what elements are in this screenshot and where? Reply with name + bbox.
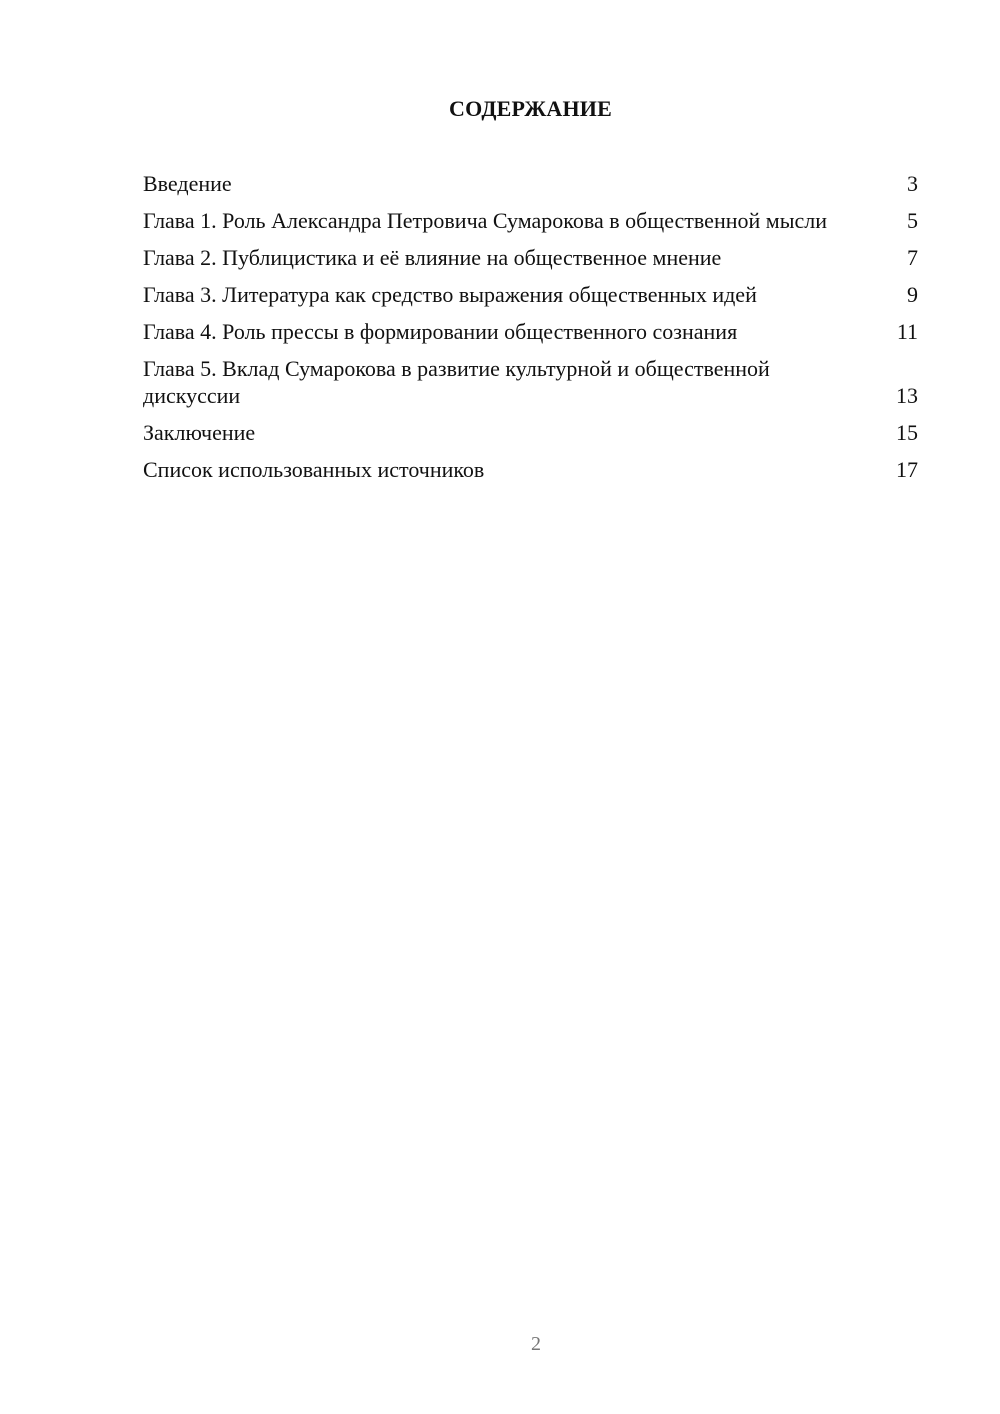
toc-entry-page: 11 (896, 319, 918, 344)
toc-entry-text: Глава 5. Вклад Сумарокова в развитие культурной и общественной дискуссии (143, 356, 770, 408)
page-number: 2 (531, 1333, 541, 1355)
toc-entry-chapter-3 (143, 281, 918, 308)
toc-entry-references (143, 456, 918, 483)
toc-entry-page: 5 (907, 208, 918, 233)
toc-entry-text: Глава 4. Роль прессы в формировании общественного сознания (143, 319, 738, 344)
toc-entry-chapter-1 (143, 207, 918, 234)
toc-entry-chapter-5 (143, 355, 918, 409)
toc-entry-page: 15 (896, 420, 918, 445)
toc-title: СОДЕРЖАНИЕ (449, 96, 612, 121)
toc-entry-text: Заключение (143, 420, 256, 445)
toc-entry-page: 17 (896, 457, 918, 482)
table-of-contents (143, 170, 918, 493)
toc-entry-conclusion (143, 419, 918, 446)
toc-entry-chapter-4 (143, 318, 918, 345)
toc-entry-page: 7 (907, 245, 918, 270)
toc-entry-page: 3 (907, 171, 918, 196)
toc-entry-page: 9 (907, 282, 918, 307)
toc-entry-text: Глава 1. Роль Александра Петровича Сумарокова в общественной мысли (143, 208, 827, 233)
toc-entry-text: Список использованных источников (143, 457, 485, 482)
toc-entry-text: Введение (143, 171, 232, 196)
toc-entry-text: Глава 3. Литература как средство выражения общественных идей (143, 282, 757, 307)
toc-entry-chapter-2 (143, 244, 918, 271)
toc-entry-introduction (143, 170, 918, 197)
toc-entry-page: 13 (896, 383, 918, 408)
toc-entry-text: Глава 2. Публицистика и её влияние на общественное мнение (143, 245, 722, 270)
